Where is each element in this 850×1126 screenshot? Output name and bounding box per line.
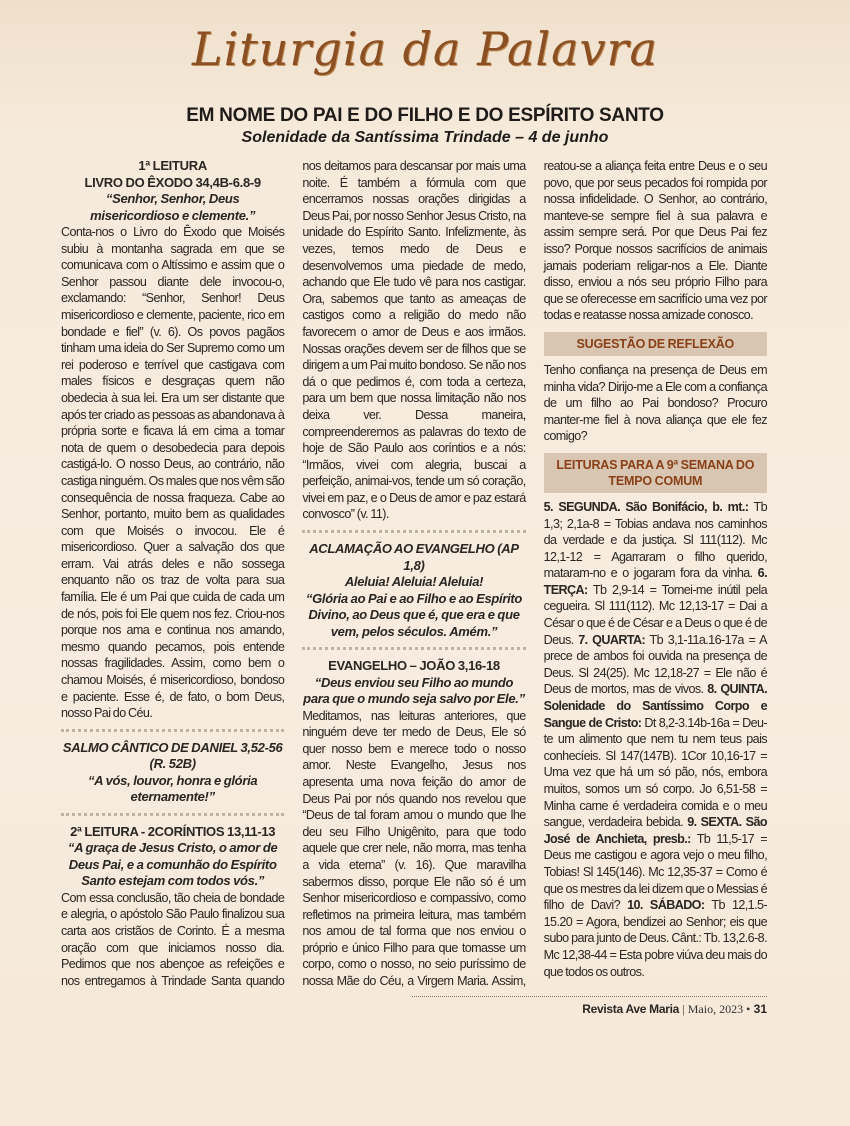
first-reading-label: 1ª LEITURA (138, 158, 207, 173)
acclamation-title: ACLAMAÇÃO AO EVANGELHO (AP 1,8) (309, 541, 519, 573)
acclamation-quote: “Glória ao Pai e ao Filho e ao Espírito Divino, ao Deus que é, que era e que vem, pelos séculos. Amém.” (305, 590, 523, 639)
weekday-readings: Tb 2,9-14 = Tornei-me inútil pela cegueira. Sl 111(112). Mc 12,13-17 = Dai a César o que é de César e a Deus o que é de Deus. (543, 582, 767, 647)
weekday-label: 10. SÁBADO: (627, 898, 705, 913)
weekday-readings: Tb 1,3; 2,1a-8 = Tobias andava nos caminhos da verdade e da justiça. Sl 111(112). Mc 12,1-12 = Agarraram o filho querido, mataram-no e o jogaram fora da vinha. (543, 499, 767, 581)
footer-area (0, 996, 767, 1017)
week-readings-body (544, 499, 767, 980)
divider (61, 729, 284, 732)
divider (61, 813, 284, 816)
weekday-label: 9. SEXTA. São José de Anchieta, presb.: (543, 815, 767, 846)
issue-date: | Maio, 2023 • (682, 1001, 751, 1016)
weekday-readings: Tb 3,1-11a.16-17a = A prece de ambos foi ouvida na presença de Deus. Sl 24(25). Mc 12,18-27 = Ele não é Deus de mortos, mas de vivos. (543, 632, 767, 697)
weekday-readings: Tb 12,1.5-15.20 = Agora, bendizei ao Senhor; eis que subo para junto de Deus. Cânt.: Tb. 13,2.6-8. Mc 12,38-44 = Esta pobre viúva deu mais do que todos os outros. (543, 898, 767, 979)
divider (302, 647, 525, 650)
week-readings-header: LEITURAS PARA A 9ª SEMANA DO TEMPO COMUM (544, 453, 767, 493)
weekday-readings: Dt 8,2-3.14b-16a = Deu-te um alimento que nem tu nem teus pais conhecíeis. Sl 147(147B). 1Cor 10,16-17 = Uma vez que há um só pão, nós, embora muitos, somos um só corpo. Jo 6,51-58 = Minha carne é verdadeira comida e o meu sangue, verdadeira bebida. (543, 715, 767, 830)
weekday-readings: Tb 11,5-17 = Deus me castigou e agora vejo o meu filho, Tobias! Sl 145(146). Mc 12,35-37 = Como é que os mestres da lei dizem que o Messias é filho de Davi? (543, 831, 767, 913)
reflection-body: Tenho confiança na presença de Deus em minha vida? Dirijo-me a Ele com a confiança de um filho ao Pai bondoso? Procuro manter-me fiel à nova aliança que ele fez comigo? (543, 362, 767, 444)
psalm-ref: SALMO CÂNTICO DE DANIEL 3,52-56 (R. 52B) (62, 739, 283, 772)
first-reading-ref: LIVRO DO ÊXODO 34,4B-6.8-9 (84, 174, 261, 190)
page-number: 31 (753, 1001, 767, 1016)
reflection-header: SUGESTÃO DE REFLEXÃO (544, 332, 767, 356)
article-columns (61, 158, 767, 990)
weekday-label: 8. QUINTA. Solenidade do Santíssimo Corpo e Sangue de Cristo: (543, 682, 767, 730)
weekday-label: 5. SEGUNDA. São Bonifácio, b. mt.: (543, 499, 749, 514)
weekday-label: 7. QUARTA: (578, 632, 646, 647)
weekday-label: 6. TERÇA: (543, 566, 767, 597)
second-reading-body: Com essa conclusão, tão cheia de bondade e alegria, o apóstolo São Paulo finalizou sua carta aos cristãos de Corinto. É a mesma oração com que iniciamos nosso dia. Pedimos que nos abençoe as refeições e nos entregamos à Trindade Santa quando nos deitamos para descansar por mais uma noite. É também a fórmula com que encerramos nossas orações dirigidas a Deus Pai, por nosso Senhor Jesus Cristo, na unidade do Espírito Santo. Infelizmente, às vezes, temos medo de Deus e desenvolvemos uma piedade de medo, achando que Ele tudo vê para nos castigar. Ora, sabemos que tanto as ameaças de castigos como a religião do medo não favorecem o amor de Deus e aos irmãos. Nossas orações devem ser de filhos que se dirigem a um Pai muito bondoso. Se não nos dá o que pedimos é, com toda a certeza, para um bem que nossa limitação não nos deixa ver. Dessa maneira, compreenderemos as palavras do texto de hoje de São Paulo aos coríntios e a nós: “Irmãos, vivei com alegria, buscai a perfeição, animai-vos, tende um só coração, vivei em paz, e o Deus de amor e paz estará convosco” (v. 11). (61, 159, 526, 988)
psalm-quote: “A vós, louvor, honra e glória eternamente!” (87, 772, 258, 805)
first-reading-body: Conta-nos o Livro do Êxodo que Moisés subiu à montanha sagrada em que se comunicava com o Altíssimo e assim que o Senhor passou diante dele invocou-o, exclamando: “Senhor, Senhor! Deus misericordioso e clemente, paciente, rico em bondade e fiel” (v. 6). Os povos pagãos tinham uma ideia do Ser Supremo como um rei poderoso e terrível que castigava com males físicos e desgraças quem não obedecia à sua lei. Era um ser distante que após ter criado as pessoas as abandonava à própria sorte e ficava lá em cima a tomar nota de quem o desobedecia para depois castigá-lo. O nosso Deus, ao contrário, não castiga ninguém. Os males que nos vêm são consequência de nossa fraqueza. Cabe ao Senhor, portanto, muito bem as qualidades com que Moisés o invocou. Ele é misericordioso. Quer a salvação dos que erram. Vai atrás deles e não sossega enquanto não os traz de volta para sua família. Ele é um Pai que cuida de cada um de nós, pois foi Ele quem nos fez. Criou-nos porque nos ama e continua nos amando, mesmo quando pecamos, pois entende nossas fragilidades. Assim, como bem o chamou Moisés, é misericordioso, bondoso e paciente. Esse é, de fato, o bom Deus, nosso Pai do Céu. (61, 225, 285, 721)
magazine-name: Revista Ave Maria (582, 1001, 680, 1016)
page-subtitle: Solenidade da Santíssima Trindade – 4 de junho (241, 129, 609, 146)
gospel-quote: “Deus enviou seu Filho ao mundo para que o mundo seja salvo por Ele.” (303, 674, 525, 707)
footer (0, 997, 767, 1017)
gospel-ref: EVANGELHO – JOÃO 3,16-18 (328, 658, 500, 674)
second-reading-ref: 2ª LEITURA - 2CORÍNTIOS 13,11-13 (70, 823, 276, 839)
second-reading-quote: “A graça de Jesus Cristo, o amor de Deus Pai, e a comunhão do Espírito Santo estejam com todos vós.” (67, 840, 278, 889)
gospel-body: Meditamos, nas leituras anteriores, que ninguém deve ter medo de Deus, Ele só quer nosso bem e merece todo o nosso amor. Neste Evangelho, Jesus nos apresenta uma nova feição do amor de Deus Pai por nós quando nos revelou que “Deus de tal foram amou o mundo que lhe deu seu Filho Unigênito, para que todo aquele que crer nele, não morra, mas tenha a vida eterna” (v. 16). Que maravilha sabermos disso, porque Ele não só é um Senhor misericordioso e compassivo, como refletimos na primeira leitura, mas também nos amou de tal forma que nos enviou o próprio e único Filho para que tomasse um corpo, como o nosso, no seio puríssimo de nossa Mãe do Céu, a Virgem Maria. Assim, reatou-se a aliança feita entre Deus e o seu povo, que por seus pecados foi rompida por nossa infidelidade. O Senhor, ao contrário, manteve-se sempre fiel à sua palavra e assim sempre será. Por que Deus Pai fez isso? Porque nossos sacrifícios de animais jamais poderiam religar-nos a Ele. Diante disso, enviou a nós seu próprio Filho para que se oferecesse em sacrifício uma vez por todas e reatasse nossa amizade conosco. (302, 159, 767, 989)
acclamation-alleluia: Aleluia! Aleluia! Aleluia! (344, 574, 484, 590)
divider (302, 530, 525, 533)
first-reading-quote: “Senhor, Senhor, Deus misericordioso e clemente.” (90, 191, 256, 223)
page-title: EM NOME DO PAI E DO FILHO E DO ESPÍRITO SANTO (186, 105, 664, 126)
page-header (0, 0, 850, 148)
section-logo: Liturgia da Palavra (192, 22, 658, 76)
